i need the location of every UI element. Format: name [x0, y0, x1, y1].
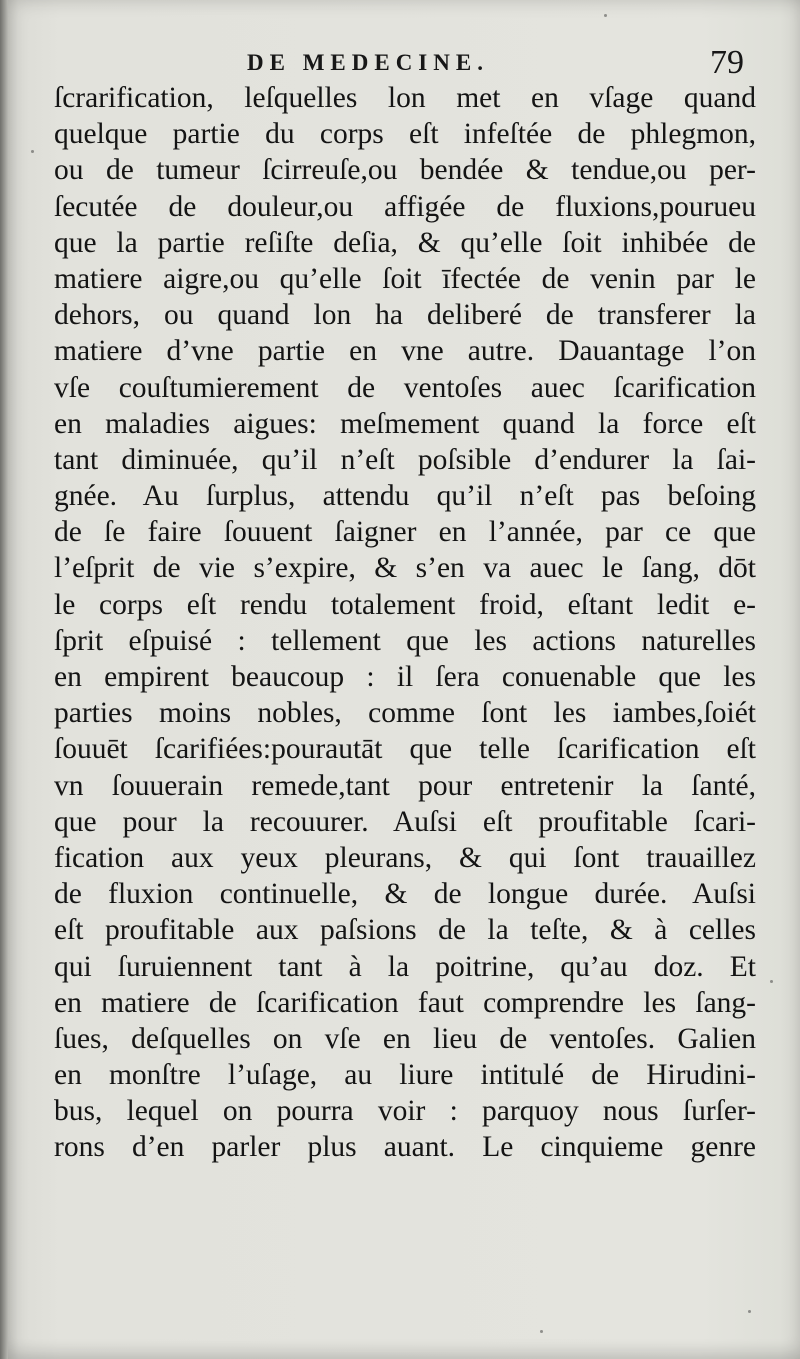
text-line: que pour la recouurer. Auſsi eſt proufitable ſcari- [54, 805, 756, 838]
paper-speck [31, 150, 34, 153]
text-line: eſt proufitable aux paſsions de la teſte, & à celles [54, 914, 756, 947]
text-line: en monſtre l’uſage, au liure intitulé de Hirudini- [54, 1059, 756, 1092]
text-line: ſcrarification, leſquelles lon met en vſage quand [54, 82, 756, 114]
text-line: vſe couſtumierement de ventoſes auec ſcarification [54, 371, 756, 404]
text-line: l’eſprit de vie s’expire, & s’en va auec le ſang, dōt [54, 552, 756, 585]
text-line: en matiere de ſcarification faut comprendre les ſang- [54, 986, 756, 1019]
text-line: ſues, deſquelles on vſe en lieu de ventoſes. Galien [54, 1022, 756, 1055]
text-line: qui ſuruiennent tant à la poitrine, qu’au doz. Et [54, 950, 756, 983]
text-line: vn ſouuerain remede,tant pour entretenir la ſanté, [54, 769, 756, 802]
text-line: bus, lequel on pourra voir : parquoy nous ſurſer- [54, 1095, 756, 1128]
text-line: quelque partie du corps eſt infeſtée de phlegmon, [54, 118, 756, 151]
text-line: le corps eſt rendu totalement froid, eſtant ledit e- [54, 588, 756, 621]
text-line: ſouuēt ſcarifiées:pourautāt que telle ſcarification eſt [54, 733, 756, 766]
text-line: gnée. Au ſurplus, attendu qu’il n’eſt pas beſoing [54, 480, 756, 513]
text-line: ſecutée de douleur,ou affigée de fluxions,pourueu [54, 190, 756, 223]
text-line: en maladies aigues: meſmement quand la force eſt [54, 407, 756, 440]
text-line: matiere aigre,ou qu’elle ſoit īfectée de venin par le [54, 262, 756, 295]
text-line: dehors, ou quand lon ha deliberé de transferer la [54, 299, 756, 332]
paper-speck [540, 1330, 543, 1333]
text-line: de ſe faire ſouuent ſaigner en l’année, par ce que [54, 516, 756, 549]
text-line: fication aux yeux pleurans, & qui ſont trauaillez [54, 841, 756, 874]
text-line: tant diminuée, qu’il n’eſt poſsible d’endurer la ſai- [54, 443, 756, 476]
text-line: parties moins nobles, comme ſont les iambes,ſoiét [54, 697, 756, 730]
running-head: DE MEDECINE. [247, 50, 489, 75]
paper-speck [604, 14, 607, 17]
paper-speck [748, 1310, 751, 1313]
page-gutter-shadow [0, 0, 8, 1359]
text-line: en empirent beaucoup : il ſera conuenable que les [54, 661, 756, 693]
body-text [54, 80, 756, 1166]
paper-speck [770, 980, 773, 983]
text-line: matiere d’vne partie en vne autre. Dauantage l’on [54, 335, 756, 368]
text-line: ou de tumeur ſcirreuſe,ou bendée & tendue,ou per- [54, 154, 756, 187]
text-line: que la partie reſiſte deſia, & qu’elle ſoit inhibée de [54, 226, 756, 259]
text-line: de fluxion continuelle, & de longue durée. Auſsi [54, 878, 756, 911]
text-line: ſprit eſpuisé : tellement que les actions naturelles [54, 624, 756, 657]
text-line: rons d’en parler plus auant. Le cinquieme genre [54, 1131, 756, 1164]
page-number: 79 [710, 44, 744, 81]
